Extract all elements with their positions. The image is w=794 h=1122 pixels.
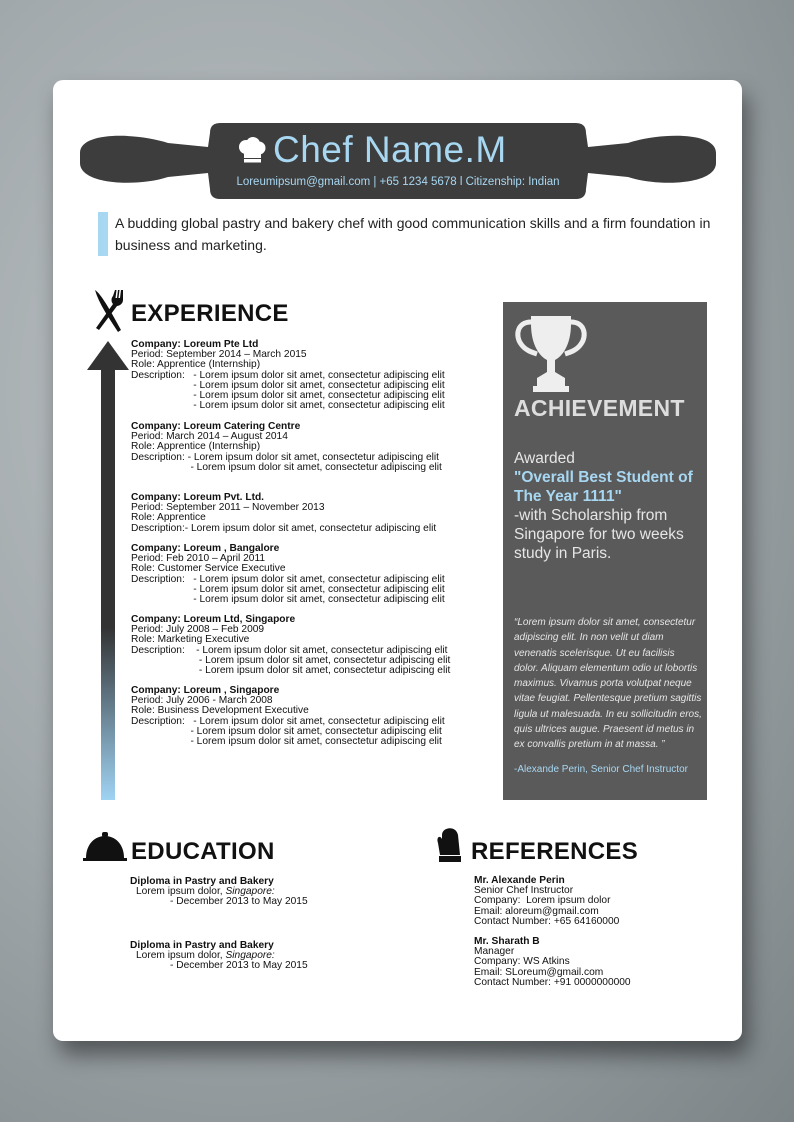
reference-name: Mr. Sharath B <box>474 936 540 947</box>
education-dates: - December 2013 to May 2015 <box>170 960 308 972</box>
experience-entry <box>131 615 450 676</box>
experience-details: Period: July 2008 – Feb 2009 Role: Marketing Executive Description: - Lorem ipsum dolor sit amet, consectetur adipiscing elit - Lorem ipsum dolor sit amet, consectetur adipiscing elit - Lorem ipsum dolor sit amet, consectetur adipiscing elit <box>131 624 451 677</box>
contact-line: Loreumipsum@gmail.com | +65 1234 5678 l Citizenship: Indian <box>236 176 560 188</box>
achievement-quote: “Lorem ipsum dolor sit amet, consectetur adipiscing elit. In non velit ut diam venenatis scelerisque. Ut eu facilisis dolor. Aliquam elementum odio ut lobortis maximus. Vivamus porta volutpat neque vitae feugiat. Pellentesque pretium sagittis ligula ut malesuada. In eu sollicitudin eros, quis ultrices augue. Praesent id metus in ex convallis pretium in at massa. ” <box>514 617 702 751</box>
reference-details: Senior Chef Instructor Company: Lorem ipsum dolor Email: aloreum@gmail.com Contact Number: +65 64160000 <box>474 885 620 927</box>
experience-timeline <box>101 368 115 800</box>
experience-company: Company: Loreum Ltd, Singapore <box>131 614 296 625</box>
education-entry <box>130 877 308 908</box>
chef-name: Chef Name.M <box>273 129 507 170</box>
trophy-icon <box>513 314 589 394</box>
chef-hat-icon <box>237 137 267 163</box>
education-entry <box>130 941 308 972</box>
oven-mitt-icon <box>436 825 462 863</box>
experience-company: Company: Loreum , Singapore <box>131 685 280 696</box>
name-header <box>237 128 507 172</box>
achievement-title: ACHIEVEMENT <box>514 395 685 421</box>
reference-entry <box>474 876 619 927</box>
reference-entry <box>474 937 631 988</box>
fork-knife-icon <box>91 288 127 334</box>
experience-details: Period: September 2014 – March 2015 Role: Apprentice (Internship) Description: - Lorem ipsum dolor sit amet, consectetur adipiscing elit - Lorem ipsum dolor sit amet, consectetur adipiscing elit - Lorem ipsum dolor sit amet, consectetur adipiscing elit - Lorem ipsum dolor sit amet, consectetur adipiscing elit <box>131 349 445 412</box>
education-degree: Diploma in Pastry and Bakery <box>130 940 274 951</box>
achievement-panel <box>503 302 707 800</box>
experience-title: EXPERIENCE <box>131 300 289 327</box>
references-title: REFERENCES <box>471 838 639 865</box>
experience-entry <box>131 544 445 605</box>
education-dates: - December 2013 to May 2015 <box>170 896 308 908</box>
experience-company: Company: Loreum Pvt. Ltd. <box>131 492 265 503</box>
experience-entry <box>131 340 445 411</box>
reference-name: Mr. Alexande Perin <box>474 875 565 886</box>
experience-entry <box>131 493 436 534</box>
achievement-detail: -with Scholarship from Singapore for two weeks study in Paris. <box>514 507 684 562</box>
experience-company: Company: Loreum , Bangalore <box>131 543 280 554</box>
reference-details: Manager Company: WS Atkins Email: SLoreum@gmail.com Contact Number: +91 0000000000 <box>474 946 631 988</box>
achievement-author: -Alexande Perin, Senior Chef Instructor <box>514 764 688 775</box>
experience-company: Company: Loreum Catering Centre <box>131 421 301 432</box>
summary-text: A budding global pastry and bakery chef with good communication skills and a firm foundation in business and marketing. <box>115 215 711 253</box>
experience-details: Period: March 2014 – August 2014 Role: Apprentice (Internship) Description: - Lorem ipsum dolor sit amet, consectetur adipiscing elit - Lorem ipsum dolor sit amet, consectetur adipiscing elit <box>131 431 442 473</box>
summary-accent-bar <box>98 212 108 256</box>
experience-entry <box>131 686 445 747</box>
cloche-icon <box>83 832 127 862</box>
experience-company: Company: Loreum Pte Ltd <box>131 339 259 350</box>
education-school: Lorem ipsum dolor, <box>136 886 226 898</box>
achievement-award: "Overall Best Student of The Year 1111" <box>514 469 693 505</box>
education-place: Singapore: <box>225 886 275 898</box>
timeline-arrow-icon <box>87 341 129 371</box>
education-school: Lorem ipsum dolor, <box>136 950 226 962</box>
education-place: Singapore: <box>225 950 275 962</box>
achievement-awarded: Awarded <box>514 450 575 467</box>
education-degree: Diploma in Pastry and Bakery <box>130 876 274 887</box>
experience-details: Period: September 2011 – November 2013 Role: Apprentice Description:- Lorem ipsum dolor sit amet, consectetur adipiscing elit <box>131 502 437 534</box>
experience-details: Period: Feb 2010 – April 2011 Role: Customer Service Executive Description: - Lorem ipsum dolor sit amet, consectetur adipiscing elit - Lorem ipsum dolor sit amet, consectetur adipiscing elit - Lorem ipsum dolor sit amet, consectetur adipiscing elit <box>131 553 445 606</box>
experience-entry <box>131 422 442 473</box>
achievement-text <box>514 449 704 563</box>
experience-details: Period: July 2006 - March 2008 Role: Business Development Executive Description: - Lorem ipsum dolor sit amet, consectetur adipiscing elit - Lorem ipsum dolor sit amet, consectetur adipiscing elit - Lorem ipsum dolor sit amet, consectetur adipiscing elit <box>131 695 445 748</box>
education-title: EDUCATION <box>131 838 275 865</box>
